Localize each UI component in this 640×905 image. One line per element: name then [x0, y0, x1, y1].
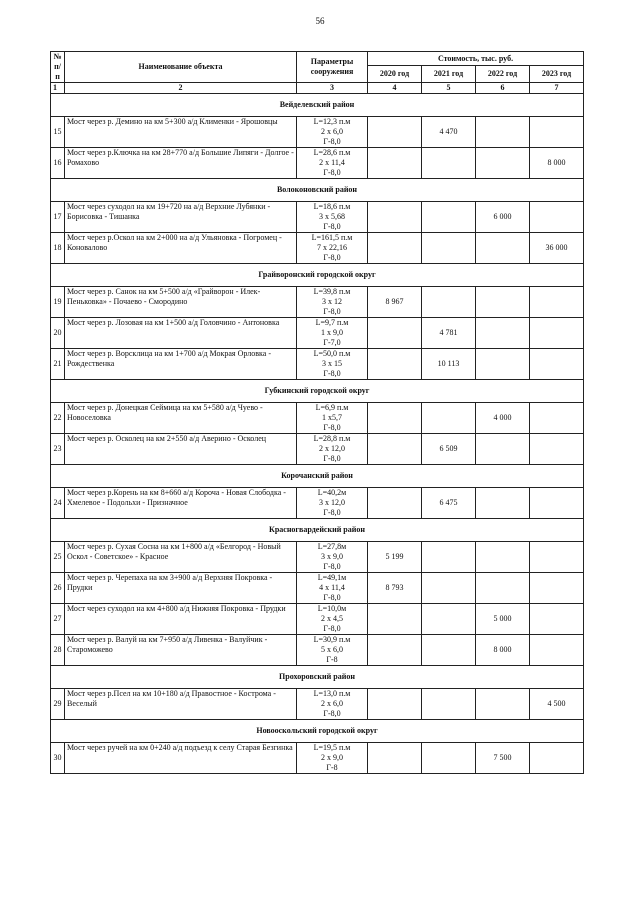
cost-2022 [476, 542, 530, 573]
cost-2023 [530, 287, 584, 318]
cost-2023 [530, 743, 584, 774]
param-line: Г-8,0 [323, 137, 341, 146]
object-name: Мост через р. Лозовая на км 1+500 а/д Головчино - Антоновка [65, 318, 297, 349]
table-row [51, 233, 584, 264]
row-number: 15 [51, 117, 65, 148]
row-number: 30 [51, 743, 65, 774]
section-header-row [51, 465, 584, 488]
cost-2023: 8 000 [530, 148, 584, 179]
cost-2023: 36 000 [530, 233, 584, 264]
index-cell: 2 [65, 83, 297, 94]
param-line: L=161,5 п.м [311, 233, 353, 242]
object-name: Мост через р. Ворсклица на км 1+700 а/д Мокрая Орловка - Рождественка [65, 349, 297, 380]
param-line: Г-8,0 [323, 508, 341, 517]
cost-2021: 6 509 [422, 434, 476, 465]
table-row [51, 117, 584, 148]
index-cell: 7 [530, 83, 584, 94]
cost-2021: 10 113 [422, 349, 476, 380]
cost-2021 [422, 635, 476, 666]
cost-2023 [530, 434, 584, 465]
object-name: Мост через р. Демино на км 5+300 а/д Клименки - Ярошовцы [65, 117, 297, 148]
table-row [51, 573, 584, 604]
table-row [51, 488, 584, 519]
cost-2022: 5 000 [476, 604, 530, 635]
object-params [297, 349, 368, 380]
page-number: 56 [315, 16, 325, 26]
object-name: Мост через р.Ключка на км 28+770 а/д Большие Липяги - Долгое - Ромахово [65, 148, 297, 179]
cost-2021 [422, 403, 476, 434]
section-title: Прохоровский район [51, 666, 584, 689]
param-line: L=9,7 п.м [315, 318, 349, 327]
param-line: L=18,6 п.м [313, 202, 351, 211]
cost-2021: 4 781 [422, 318, 476, 349]
param-line: 7 х 22,16 [317, 243, 347, 252]
param-line: 3 х 12 [322, 297, 342, 306]
param-line: L=28,6 п.м [313, 148, 351, 157]
cost-2020 [368, 403, 422, 434]
param-line: L=27,8м [317, 542, 347, 551]
cost-2023 [530, 318, 584, 349]
table-row [51, 604, 584, 635]
index-cell: 1 [51, 83, 65, 94]
cost-2020 [368, 604, 422, 635]
table-row [51, 318, 584, 349]
cost-2021 [422, 743, 476, 774]
cost-2022: 7 500 [476, 743, 530, 774]
param-line: L=12,3 п.м [313, 117, 351, 126]
row-number: 18 [51, 233, 65, 264]
param-line: Г-8,0 [323, 593, 341, 602]
cost-2022 [476, 488, 530, 519]
section-header-row [51, 380, 584, 403]
cost-2023 [530, 604, 584, 635]
section-header-row [51, 264, 584, 287]
row-number: 27 [51, 604, 65, 635]
cost-2021 [422, 542, 476, 573]
cost-2023 [530, 202, 584, 233]
object-params [297, 542, 368, 573]
param-line: 5 х 6,0 [321, 645, 343, 654]
object-name: Мост через ручей на км 0+240 а/д подъезд к селу Старая Безгинка [65, 743, 297, 774]
cost-2022 [476, 349, 530, 380]
row-number: 24 [51, 488, 65, 519]
cost-2023 [530, 488, 584, 519]
row-number: 26 [51, 573, 65, 604]
object-params [297, 117, 368, 148]
header-cost: Стоимость, тыс. руб. [368, 52, 584, 66]
section-title: Вейделевский район [51, 94, 584, 117]
table-row [51, 542, 584, 573]
param-line: 3 х 12,0 [319, 498, 345, 507]
cost-2020 [368, 233, 422, 264]
table-row [51, 349, 584, 380]
cost-2022: 8 000 [476, 635, 530, 666]
cost-2020 [368, 635, 422, 666]
param-line: L=19,5 п.м [313, 743, 351, 752]
index-cell: 5 [422, 83, 476, 94]
cost-2020: 8 967 [368, 287, 422, 318]
bridges-table [50, 51, 584, 774]
cost-2020 [368, 434, 422, 465]
param-line: Г-8,0 [323, 423, 341, 432]
header-params: Параметры сооружения [297, 52, 368, 83]
param-line: L=49,1м [317, 573, 347, 582]
param-line: Г-8,0 [323, 624, 341, 633]
object-params [297, 318, 368, 349]
section-header-row [51, 519, 584, 542]
object-params [297, 148, 368, 179]
param-line: Г-7,0 [323, 338, 341, 347]
cost-2023 [530, 349, 584, 380]
param-line: Г-8,0 [323, 307, 341, 316]
section-header-row [51, 94, 584, 117]
section-header-row [51, 720, 584, 743]
object-params [297, 488, 368, 519]
param-line: 3 х 5,68 [319, 212, 345, 221]
cost-2023 [530, 403, 584, 434]
object-name: Мост через р. Санок на км 5+500 а/д «Грайворон - Илек-Пеньковка» - Почаево - Смородино [65, 287, 297, 318]
object-name: Мост через суходол на км 4+800 а/д Нижняя Покровка - Прудки [65, 604, 297, 635]
cost-2022 [476, 573, 530, 604]
index-cell: 3 [297, 83, 368, 94]
section-title: Грайворонский городской округ [51, 264, 584, 287]
cost-2020 [368, 488, 422, 519]
table-row [51, 148, 584, 179]
param-line: Г-8,0 [323, 709, 341, 718]
param-line: 3 х 9,0 [321, 552, 343, 561]
table-row [51, 689, 584, 720]
cost-2021 [422, 287, 476, 318]
param-line: Г-8,0 [323, 253, 341, 262]
param-line: 3 х 15 [322, 359, 342, 368]
section-header-row [51, 666, 584, 689]
param-line: Г-8 [326, 655, 338, 664]
section-title: Красногвардейский район [51, 519, 584, 542]
table-row [51, 287, 584, 318]
param-line: 4 х 11,4 [319, 583, 345, 592]
object-params [297, 635, 368, 666]
header-name: Наименование объекта [65, 52, 297, 83]
cost-2021 [422, 689, 476, 720]
row-number: 23 [51, 434, 65, 465]
table-row [51, 635, 584, 666]
param-line: 2 х 12,0 [319, 444, 345, 453]
cost-2022 [476, 233, 530, 264]
cost-2022: 6 000 [476, 202, 530, 233]
table-row [51, 202, 584, 233]
param-line: Г-8,0 [323, 562, 341, 571]
param-line: 1 х 9,0 [321, 328, 343, 337]
row-number: 28 [51, 635, 65, 666]
param-line: 2 х 9,0 [321, 753, 343, 762]
table-row [51, 434, 584, 465]
param-line: L=28,8 п.м [313, 434, 351, 443]
row-number: 19 [51, 287, 65, 318]
cost-2021: 4 470 [422, 117, 476, 148]
cost-2022 [476, 689, 530, 720]
param-line: 2 х 6,0 [321, 127, 343, 136]
object-params [297, 434, 368, 465]
object-name: Мост через р. Донецкая Сеймица на км 5+580 а/д Чуево - Новоселовка [65, 403, 297, 434]
object-params [297, 573, 368, 604]
cost-2022 [476, 148, 530, 179]
cost-2021 [422, 604, 476, 635]
header-year-2022: 2022 год [476, 66, 530, 83]
object-name: Мост через р. Валуй на км 7+950 а/д Ливенка - Валуйчик - Староможево [65, 635, 297, 666]
cost-2023: 4 500 [530, 689, 584, 720]
object-params [297, 233, 368, 264]
cost-2023 [530, 573, 584, 604]
param-line: L=6,9 п.м [315, 403, 349, 412]
section-header-row [51, 179, 584, 202]
row-number: 21 [51, 349, 65, 380]
cost-2021: 6 475 [422, 488, 476, 519]
cost-2022: 4 000 [476, 403, 530, 434]
param-line: L=39,8 п.м [313, 287, 351, 296]
row-number: 17 [51, 202, 65, 233]
cost-2023 [530, 635, 584, 666]
object-name: Мост через р.Корень на км 8+660 а/д Короча - Новая Слободка - Хмелевое - Подольхи - Призначное [65, 488, 297, 519]
cost-2020: 8 793 [368, 573, 422, 604]
object-params [297, 403, 368, 434]
cost-2022 [476, 318, 530, 349]
row-number: 20 [51, 318, 65, 349]
cost-2021 [422, 148, 476, 179]
table-row [51, 403, 584, 434]
cost-2022 [476, 117, 530, 148]
param-line: Г-8 [326, 763, 338, 772]
index-cell: 4 [368, 83, 422, 94]
object-params [297, 689, 368, 720]
param-line: L=30,9 п.м [313, 635, 351, 644]
section-title: Губкинский городской округ [51, 380, 584, 403]
param-line: L=50,0 п.м [313, 349, 351, 358]
param-line: L=10,0м [317, 604, 347, 613]
cost-2020 [368, 743, 422, 774]
param-line: Г-8,0 [323, 369, 341, 378]
object-name: Мост через суходол на км 19+720 на а/д Верхние Лубянки - Борисовка - Тишанка [65, 202, 297, 233]
param-line: L=40,2м [317, 488, 347, 497]
param-line: Г-8,0 [323, 168, 341, 177]
cost-2020: 5 199 [368, 542, 422, 573]
cost-2020 [368, 318, 422, 349]
cost-2020 [368, 689, 422, 720]
object-name: Мост через р. Сухая Сосна на км 1+800 а/д «Белгород - Новый Оскол - Советское» - Красное [65, 542, 297, 573]
object-params [297, 287, 368, 318]
object-name: Мост через р. Осколец на км 2+550 а/д Аверино - Осколец [65, 434, 297, 465]
object-params [297, 202, 368, 233]
table-row [51, 743, 584, 774]
section-title: Волоконовский район [51, 179, 584, 202]
header-year-2023: 2023 год [530, 66, 584, 83]
object-name: Мост через р.Оскол на км 2+000 на а/д Ульяновка - Погромец - Коновалово [65, 233, 297, 264]
row-number: 29 [51, 689, 65, 720]
header-number: № п/п [51, 52, 65, 83]
cost-2020 [368, 349, 422, 380]
cost-2020 [368, 117, 422, 148]
cost-2022 [476, 434, 530, 465]
header-year-2020: 2020 год [368, 66, 422, 83]
param-line: 2 х 11,4 [319, 158, 345, 167]
cost-2020 [368, 202, 422, 233]
cost-2020 [368, 148, 422, 179]
object-params [297, 743, 368, 774]
cost-2023 [530, 542, 584, 573]
index-cell: 6 [476, 83, 530, 94]
param-line: L=13,0 п.м [313, 689, 351, 698]
param-line: Г-8,0 [323, 222, 341, 231]
cost-2021 [422, 202, 476, 233]
cost-2023 [530, 117, 584, 148]
cost-2021 [422, 573, 476, 604]
row-number: 25 [51, 542, 65, 573]
param-line: Г-8,0 [323, 454, 341, 463]
object-params [297, 604, 368, 635]
cost-2021 [422, 233, 476, 264]
param-line: 1 х5,7 [322, 413, 342, 422]
header-year-2021: 2021 год [422, 66, 476, 83]
object-name: Мост через р. Черепаха на км 3+900 а/д Верхняя Покровка - Прудки [65, 573, 297, 604]
object-name: Мост через р.Псел на км 10+180 а/д Правостное - Кострома - Веселый [65, 689, 297, 720]
section-title: Корочанский район [51, 465, 584, 488]
table-body [51, 94, 584, 774]
row-number: 22 [51, 403, 65, 434]
cost-2022 [476, 287, 530, 318]
param-line: 2 х 6,0 [321, 699, 343, 708]
section-title: Новооскольский городской округ [51, 720, 584, 743]
row-number: 16 [51, 148, 65, 179]
param-line: 2 х 4,5 [321, 614, 343, 623]
